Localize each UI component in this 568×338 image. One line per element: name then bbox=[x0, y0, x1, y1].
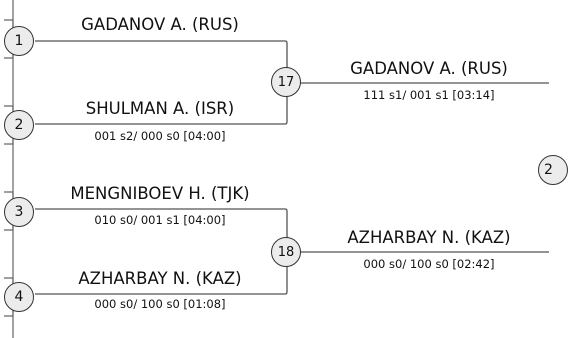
match-score: 001 s2/ 000 s0 [04:00] bbox=[94, 129, 226, 143]
round3-badge-clip bbox=[536, 154, 553, 186]
athlete-name: SHULMAN A. (ISR) bbox=[85, 99, 235, 118]
match-score: 111 s1/ 001 s1 [03:14] bbox=[363, 88, 495, 102]
athlete-name: MENGNIBOEV H. (TJK) bbox=[70, 184, 250, 203]
athlete-name: AZHARBAY N. (KAZ) bbox=[347, 228, 511, 247]
athlete-name: GADANOV A. (RUS) bbox=[81, 15, 239, 34]
match-score: 000 s0/ 100 s0 [02:42] bbox=[363, 257, 495, 271]
match-badge-3[interactable]: 3 bbox=[4, 197, 34, 227]
athlete-name: AZHARBAY N. (KAZ) bbox=[78, 269, 242, 288]
match-score: 000 s0/ 100 s0 [01:08] bbox=[94, 297, 226, 311]
match-score: 010 s0/ 001 s1 [04:00] bbox=[94, 213, 226, 227]
match-badge-1[interactable]: 1 bbox=[4, 26, 34, 56]
match-badge-17[interactable]: 17 bbox=[271, 67, 301, 97]
match-badge-partial[interactable]: 2 bbox=[538, 155, 568, 185]
match-badge-2[interactable]: 2 bbox=[4, 110, 34, 140]
athlete-name: GADANOV A. (RUS) bbox=[350, 59, 508, 78]
match-badge-4[interactable]: 4 bbox=[4, 282, 34, 312]
match-badge-18[interactable]: 18 bbox=[271, 237, 301, 267]
